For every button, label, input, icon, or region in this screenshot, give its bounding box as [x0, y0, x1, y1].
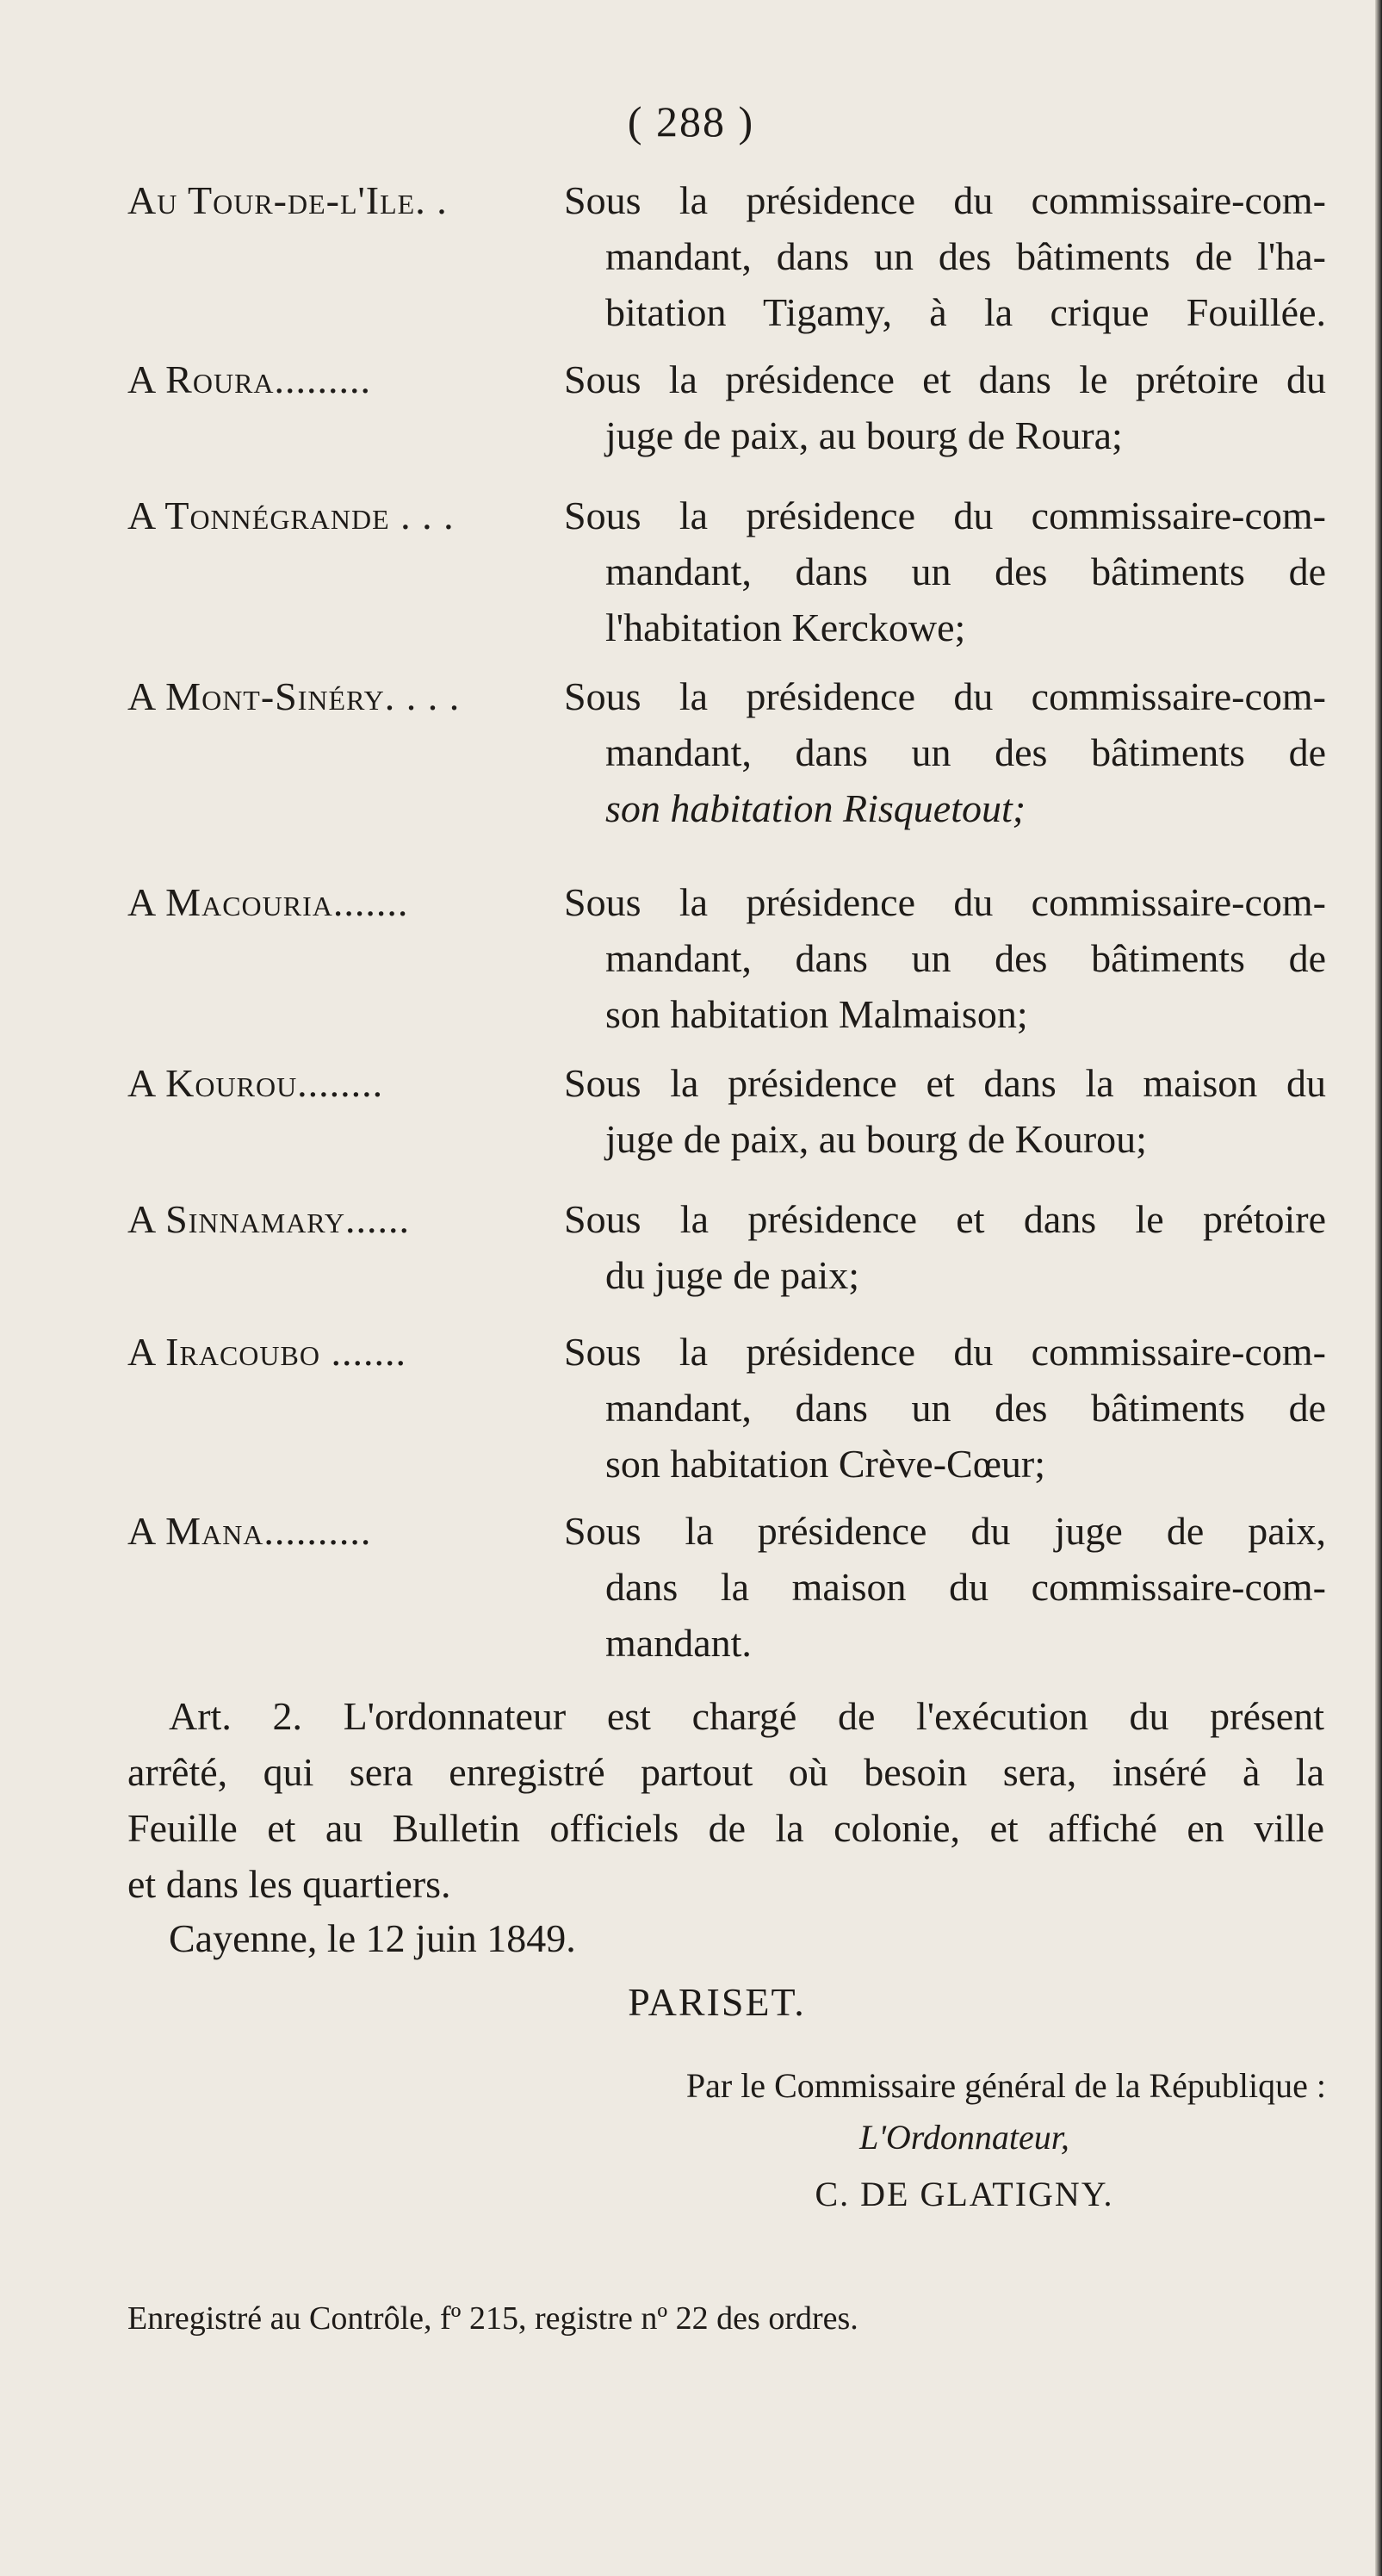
description-line: Sous la présidence du commissaire-com- [564, 1330, 1326, 1374]
place-name: A Roura......... [127, 357, 372, 401]
description-line: Sous la présidence et dans le prétoire du [564, 357, 1326, 401]
description-line: mandant, dans un des bâtiments de l'ha- [605, 234, 1326, 278]
countersign-line: Par le Commissaire général de la République : [685, 2066, 1326, 2105]
description-line: Sous la présidence du commissaire-com- [564, 674, 1326, 718]
countersign-role: L'Ordonnateur, [859, 2118, 1069, 2157]
description-line: dans la maison du commissaire-com- [605, 1565, 1326, 1609]
article-line: Feuille et au Bulletin officiels de la colonie, et affiché en ville [127, 1806, 1324, 1850]
description-line: l'habitation Kerckowe; [605, 605, 966, 649]
description-line: Sous la présidence du commissaire-com- [564, 493, 1326, 537]
article-2 [127, 1688, 1324, 1912]
place-name: A Tonnégrande . . . [127, 493, 455, 537]
article-line: et dans les quartiers. [127, 1862, 451, 1906]
description-line: juge de paix, au bourg de Kourou; [605, 1117, 1147, 1161]
description-line: Sous la présidence du commissaire-com- [564, 178, 1326, 222]
place-date: Cayenne, le 12 juin 1849. [169, 1916, 576, 1960]
entry-description [564, 874, 1326, 1042]
entry-description [564, 1324, 1326, 1492]
description-line: mandant, dans un des bâtiments de [605, 730, 1326, 774]
description-line: mandant, dans un des bâtiments de [605, 549, 1326, 593]
signer-name: PARISET. [628, 1980, 806, 2024]
description-line: mandant. [605, 1621, 752, 1665]
description-line: mandant, dans un des bâtiments de [605, 1386, 1326, 1430]
entry-description [564, 172, 1326, 340]
description-line: Sous la présidence et dans le prétoire [564, 1197, 1326, 1241]
description-line: son habitation Crève-Cœur; [605, 1442, 1046, 1486]
description-line: juge de paix, au bourg de Roura; [605, 413, 1123, 457]
place-name: A Iracoubo ....... [127, 1330, 406, 1374]
place-name: A Macouria....... [127, 880, 409, 924]
countersign-name: C. DE GLATIGNY. [815, 2175, 1114, 2213]
place-name: A Sinnamary...... [127, 1197, 410, 1241]
article-line: arrêté, qui sera enregistré partout où besoin sera, inséré à la [127, 1750, 1324, 1794]
place-name: A Mana.......... [127, 1509, 372, 1553]
article-line: Art. 2. L'ordonnateur est chargé de l'exécution du présent [169, 1694, 1324, 1738]
description-line: bitation Tigamy, à la crique Fouillée. [605, 290, 1326, 334]
description-line: Sous la présidence et dans la maison du [564, 1061, 1326, 1105]
description-line: Sous la présidence du commissaire-com- [564, 880, 1326, 924]
place-name: A Mont-Sinéry. . . . [127, 674, 461, 718]
description-line: mandant, dans un des bâtiments de [605, 936, 1326, 980]
entry-description [564, 487, 1326, 655]
description-line: Sous la présidence du juge de paix, [564, 1509, 1326, 1553]
entry-description [564, 351, 1326, 463]
description-line: du juge de paix; [605, 1253, 860, 1297]
entry-description [564, 1055, 1326, 1167]
description-line: son habitation Risquetout; [605, 786, 1026, 830]
entry-description [564, 1503, 1326, 1671]
place-name: A Kourou........ [127, 1061, 384, 1105]
place-name: Au Tour-de-l'Ile. . [127, 178, 448, 222]
page-number: ( 288 ) [627, 97, 755, 146]
entry-description [564, 1191, 1326, 1303]
page-edge [1375, 0, 1382, 2576]
registration-note: Enregistré au Contrôle, fº 215, registre nº 22 des ordres. [127, 2300, 858, 2337]
description-line: son habitation Malmaison; [605, 992, 1028, 1036]
entry-description [564, 668, 1326, 836]
